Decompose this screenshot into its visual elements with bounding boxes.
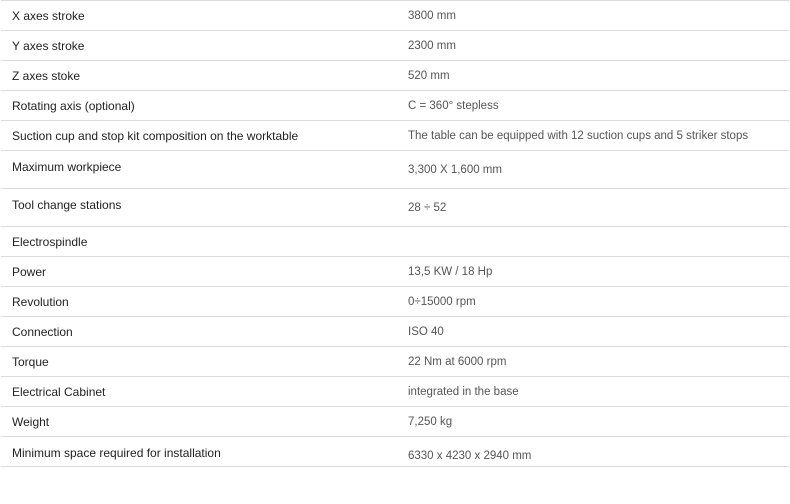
spec-label: X axes stroke bbox=[1, 1, 397, 31]
spec-table bbox=[1, 0, 789, 467]
spec-value: 3,300 X 1,600 mm bbox=[397, 151, 789, 189]
table-row bbox=[1, 407, 789, 437]
spec-value: 13,5 KW / 18 Hp bbox=[397, 257, 789, 287]
spec-value: 3800 mm bbox=[397, 1, 789, 31]
spec-value: integrated in the base bbox=[397, 377, 789, 407]
spec-label: Rotating axis (optional) bbox=[1, 91, 397, 121]
spec-value: 7,250 kg bbox=[397, 407, 789, 437]
spec-value: ISO 40 bbox=[397, 317, 789, 347]
spec-value: 6330 x 4230 x 2940 mm bbox=[408, 450, 532, 462]
spec-label: Suction cup and stop kit composition on the worktable bbox=[1, 121, 397, 151]
table-row bbox=[1, 437, 789, 467]
spec-value: 22 Nm at 6000 rpm bbox=[397, 347, 789, 377]
table-row bbox=[1, 1, 789, 31]
spec-label: Connection bbox=[1, 317, 397, 347]
spec-label: Torque bbox=[1, 347, 397, 377]
spec-value: 520 mm bbox=[397, 61, 789, 91]
spec-value: 2300 mm bbox=[397, 31, 789, 61]
table-row bbox=[1, 189, 789, 227]
spec-label: Electrospindle bbox=[1, 227, 397, 257]
spec-value: 0÷15000 rpm bbox=[397, 287, 789, 317]
spec-value: 28 ÷ 52 bbox=[397, 189, 789, 227]
spec-label: Minimum space required for installation bbox=[12, 446, 221, 460]
spec-label: Weight bbox=[1, 407, 397, 437]
spec-label: Revolution bbox=[1, 287, 397, 317]
spec-label: Maximum workpiece bbox=[1, 151, 397, 189]
spec-label: Power bbox=[1, 257, 397, 287]
table-row bbox=[1, 377, 789, 407]
spec-label: Y axes stroke bbox=[1, 31, 397, 61]
table-row bbox=[1, 227, 789, 257]
spec-label: Z axes stoke bbox=[1, 61, 397, 91]
spec-label: Tool change stations bbox=[1, 189, 397, 227]
table-row bbox=[1, 257, 789, 287]
spec-label: Electrical Cabinet bbox=[1, 377, 397, 407]
table-row bbox=[1, 151, 789, 189]
spec-value bbox=[397, 227, 789, 257]
spec-value: The table can be equipped with 12 suction cups and 5 striker stops bbox=[397, 121, 789, 151]
table-row bbox=[1, 317, 789, 347]
table-row bbox=[1, 91, 789, 121]
table-row bbox=[1, 347, 789, 377]
table-row bbox=[1, 31, 789, 61]
table-row bbox=[1, 121, 789, 151]
spec-value: C = 360° stepless bbox=[397, 91, 789, 121]
table-row bbox=[1, 287, 789, 317]
table-row bbox=[1, 61, 789, 91]
